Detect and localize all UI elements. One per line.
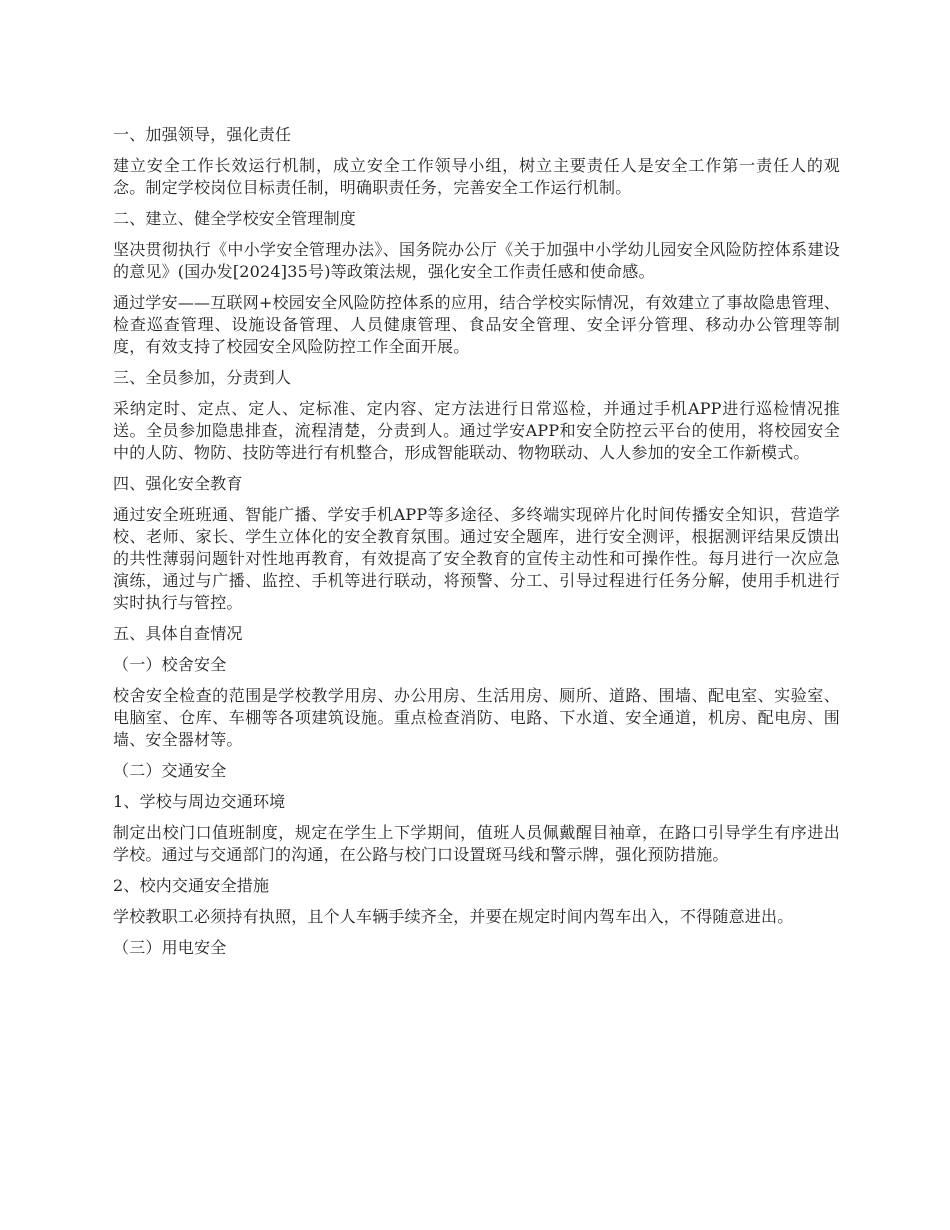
subsection-heading: （二）交通安全: [113, 761, 227, 780]
section-heading: 三、全员参加，分责到人: [113, 368, 292, 387]
document-page: [113, 124, 840, 968]
numbered-heading: 1、学校与周边交通环境: [113, 792, 286, 811]
paragraph: 坚决贯彻执行《中小学安全管理办法》、国务院办公厅《关于加强中小学幼儿园安全风险防控体系建设的意见》(国办发[2024]35号)等政策法规，强化安全工作责任感和使命感。: [113, 240, 840, 281]
paragraph: 校舍安全检查的范围是学校教学用房、办公用房、生活用房、厕所、道路、围墙、配电室、实验室、电脑室、仓库、车棚等各项建筑设施。重点检查消防、电路、下水道、安全通道，机房、配电房、围墙、安全器材等。: [113, 686, 840, 749]
section-heading: 一、加强领导，强化责任: [113, 125, 292, 144]
paragraph: 采纳定时、定点、定人、定标准、定内容、定方法进行日常巡检，并通过手机APP进行巡检情况推送。全员参加隐患排查，流程清楚，分责到人。通过学安APP和安全防控云平台的使用，将校园安全中的人防、物防、技防等进行有机整合，形成智能联动、物物联动、人人参加的安全工作新模式。: [113, 399, 840, 462]
paragraph: 制定出校门口值班制度，规定在学生上下学期间，值班人员佩戴醒目袖章，在路口引导学生有序进出学校。通过与交通部门的沟通，在公路与校门口设置斑马线和警示牌，强化预防措施。: [113, 823, 840, 864]
paragraph: 通过安全班班通、智能广播、学安手机APP等多途径、多终端实现碎片化时间传播安全知识，营造学校、老师、家长、学生立体化的安全教育氛围。通过安全题库，进行安全测评，根据测评结果反馈出的共性薄弱问题针对性地再教育，有效提高了安全教育的宣传主动性和可操作性。每月进行一次应急演练，通过与广播、监控、手机等进行联动，将预警、分工、引导过程进行任务分解，使用手机进行实时执行与管控。: [113, 505, 840, 612]
paragraph: 建立安全工作长效运行机制，成立安全工作领导小组，树立主要责任人是安全工作第一责任人的观念。制定学校岗位目标责任制，明确职责任务，完善安全工作运行机制。: [113, 156, 840, 197]
subsection-heading: （三）用电安全: [113, 938, 227, 957]
paragraph: 通过学安——互联网+校园安全风险防控体系的应用，结合学校实际情况，有效建立了事故隐患管理、检查巡查管理、设施设备管理、人员健康管理、食品安全管理、安全评分管理、移动办公管理等制度，有效支持了校园安全风险防控工作全面开展。: [113, 293, 840, 356]
paragraph: 学校教职工必须持有执照，且个人车辆手续齐全，并要在规定时间内驾车出入，不得随意进出。: [113, 907, 794, 926]
section-heading: 四、强化安全教育: [113, 474, 243, 493]
numbered-heading: 2、校内交通安全措施: [113, 876, 270, 895]
subsection-heading: （一）校舍安全: [113, 655, 227, 674]
section-heading: 二、建立、健全学校安全管理制度: [113, 209, 357, 228]
section-heading: 五、具体自查情况: [113, 624, 243, 643]
